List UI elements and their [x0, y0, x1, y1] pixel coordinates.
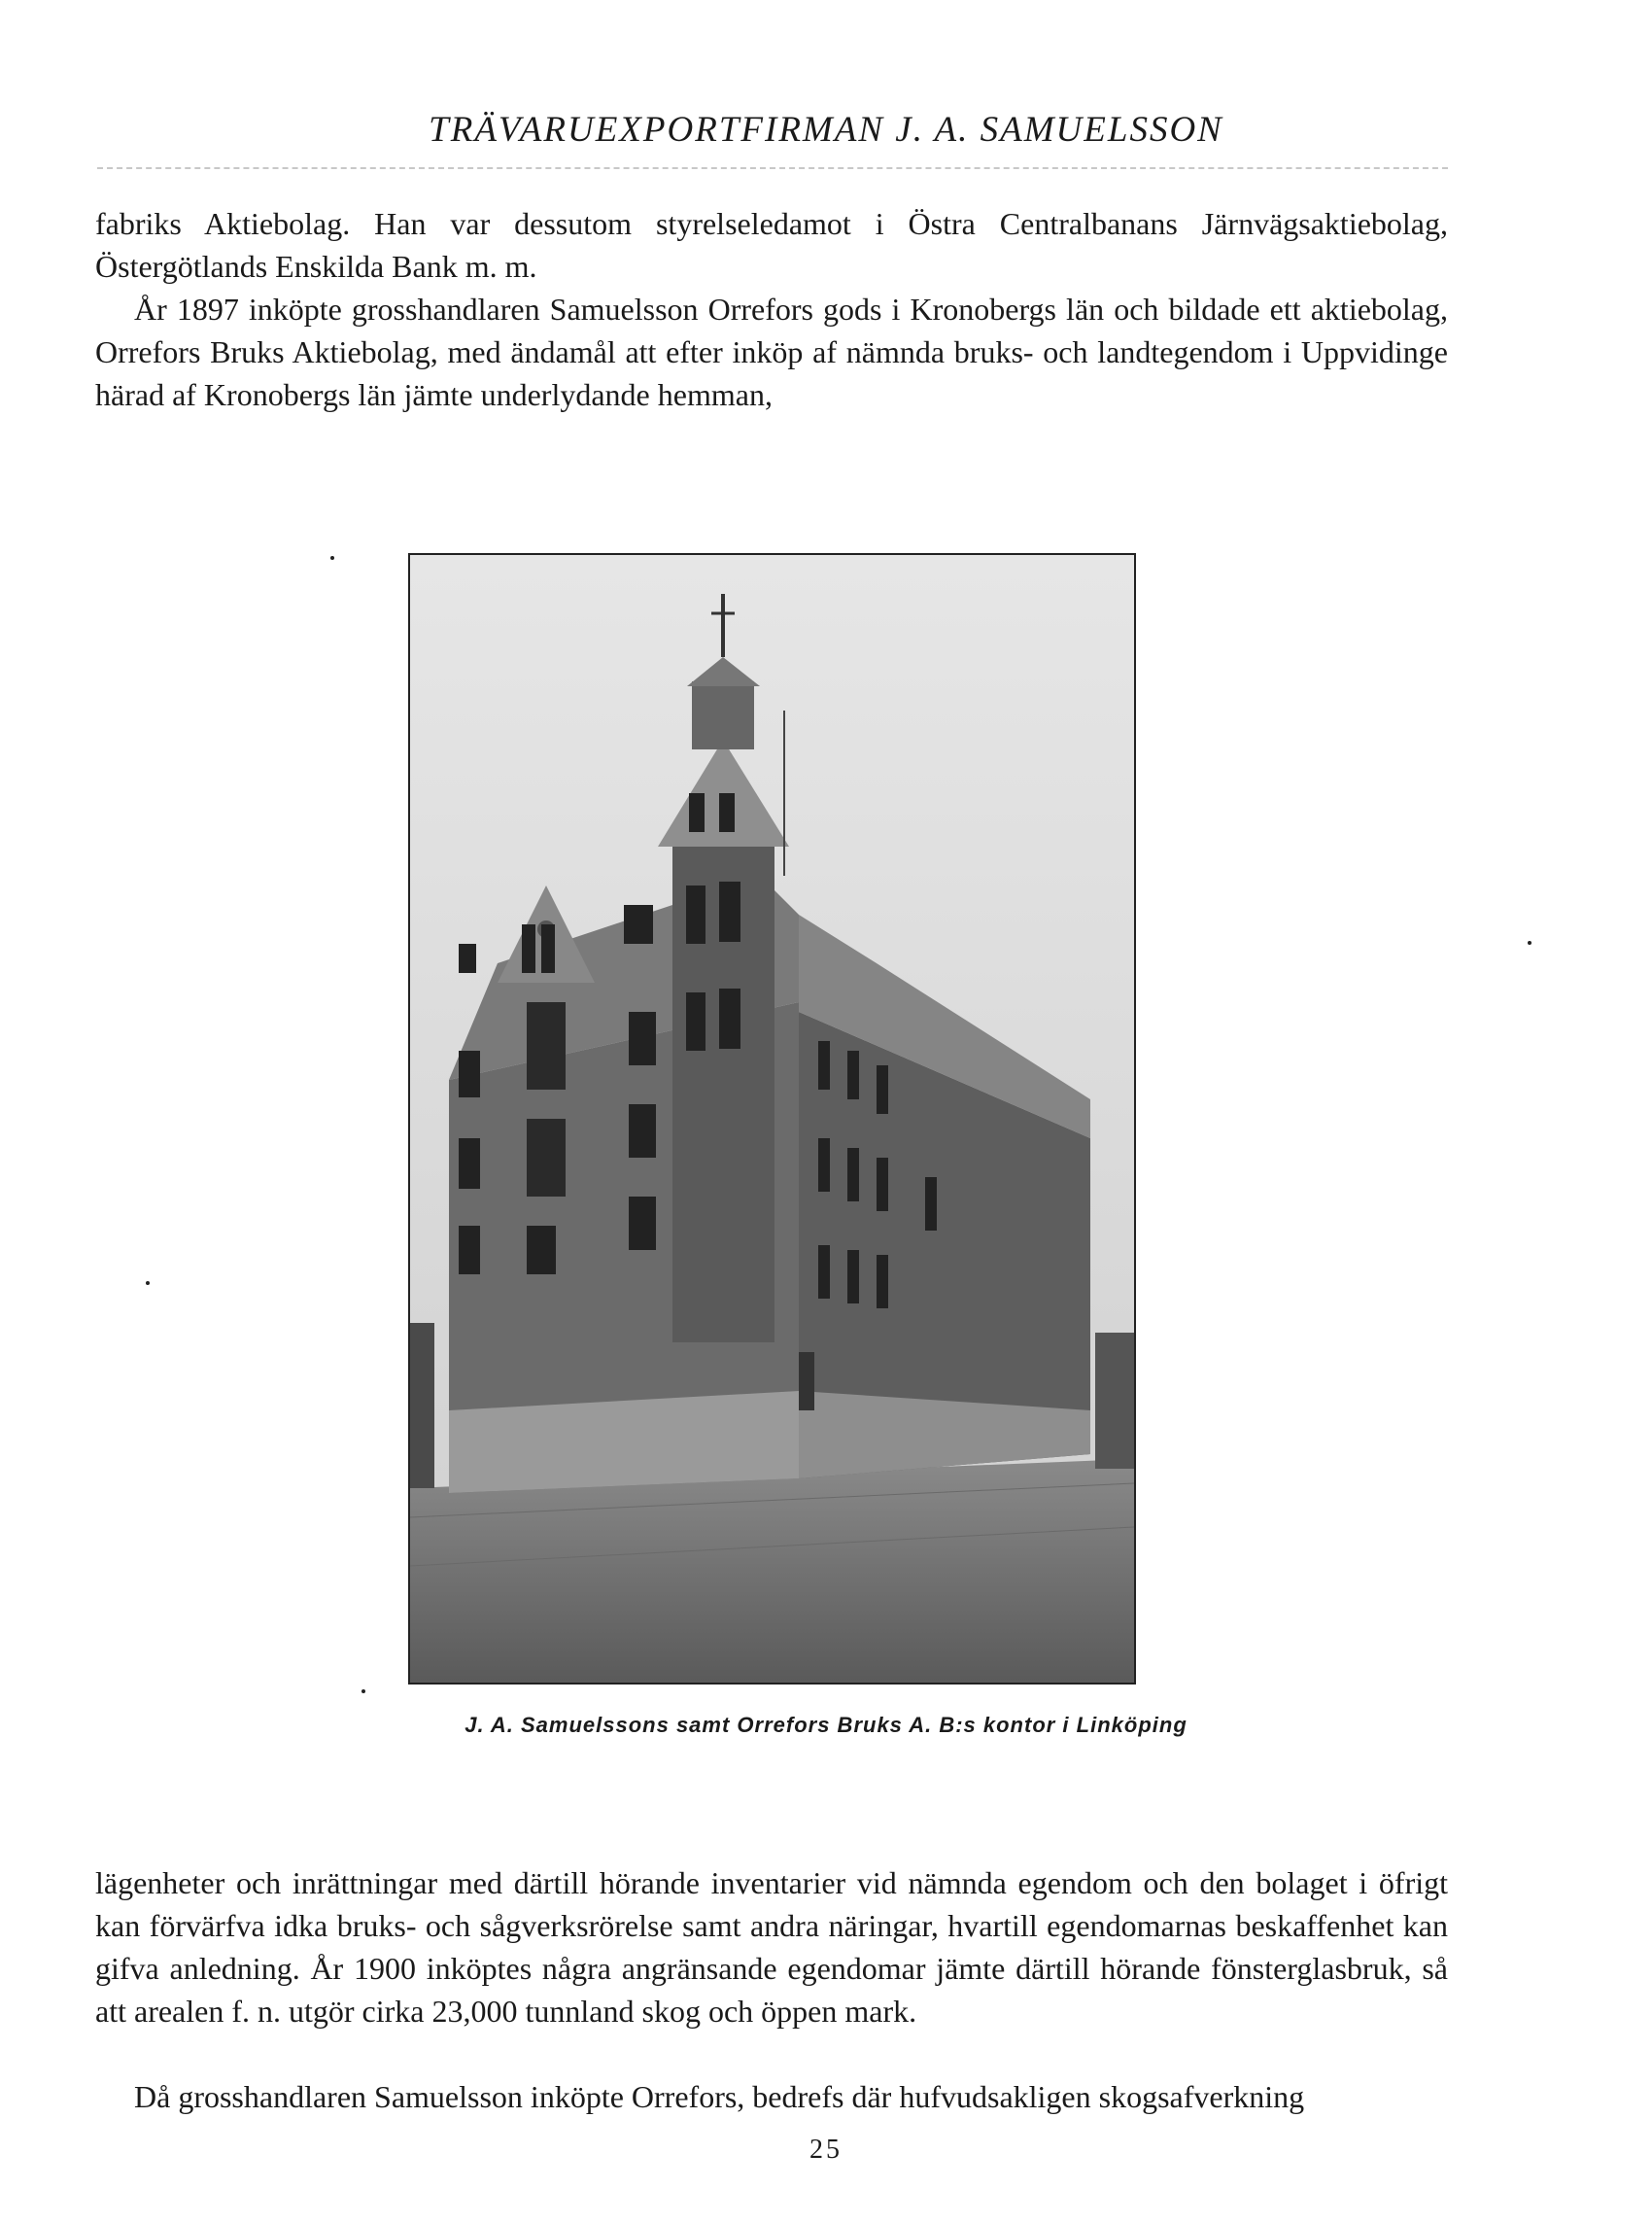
print-speck [1528, 941, 1532, 945]
figure-caption: J. A. Samuelssons samt Orrefors Bruks A. B:s kontor i Linköping [465, 1713, 1187, 1737]
header-rule [97, 167, 1448, 169]
running-title: TRÄVARUEXPORTFIRMAN J. A. SAMUELSSON [429, 110, 1223, 150]
paragraph-1: fabriks Aktiebolag. Han var dessutom styrelseledamot i Östra Centralbanans Järnvägsaktiebolag, Östergötlands Enskilda Bank m. m. [95, 206, 1448, 284]
building-photograph [408, 553, 1136, 1685]
building-illustration [410, 555, 1134, 1683]
print-speck [146, 1281, 150, 1285]
page-number: 25 [809, 2135, 843, 2165]
print-speck [361, 1689, 365, 1693]
paragraph-3: lägenheter och inrättningar med därtill hörande inventarier vid nämnda egendom och den bolaget i öfrigt kan förvärfva idka bruks- och sågverksrörelse samt andra näringar, hvartill egendomarnas beskaffenhet kan gifva anledning. År 1900 inköptes några angränsande egendomar jämte därtill hörande fönsterglasbruk, så att arealen f. n. utgör cirka 23,000 tunnland skog och öppen mark. [95, 1865, 1448, 2029]
paragraph-2: År 1897 inköpte grosshandlaren Samuelsson Orrefors gods i Kronobergs län och bildade ett aktiebolag, Orrefors Bruks Aktiebolag, med ändamål att efter inköp af nämnda bruks- och landtegendom i Uppvidinge härad af Kronobergs län jämte underlydande hemman, [95, 292, 1448, 412]
print-speck [330, 556, 334, 560]
paragraph-4: Då grosshandlaren Samuelsson inköpte Orrefors, bedrefs där hufvudsakligen skogsafverkning [134, 2079, 1305, 2114]
